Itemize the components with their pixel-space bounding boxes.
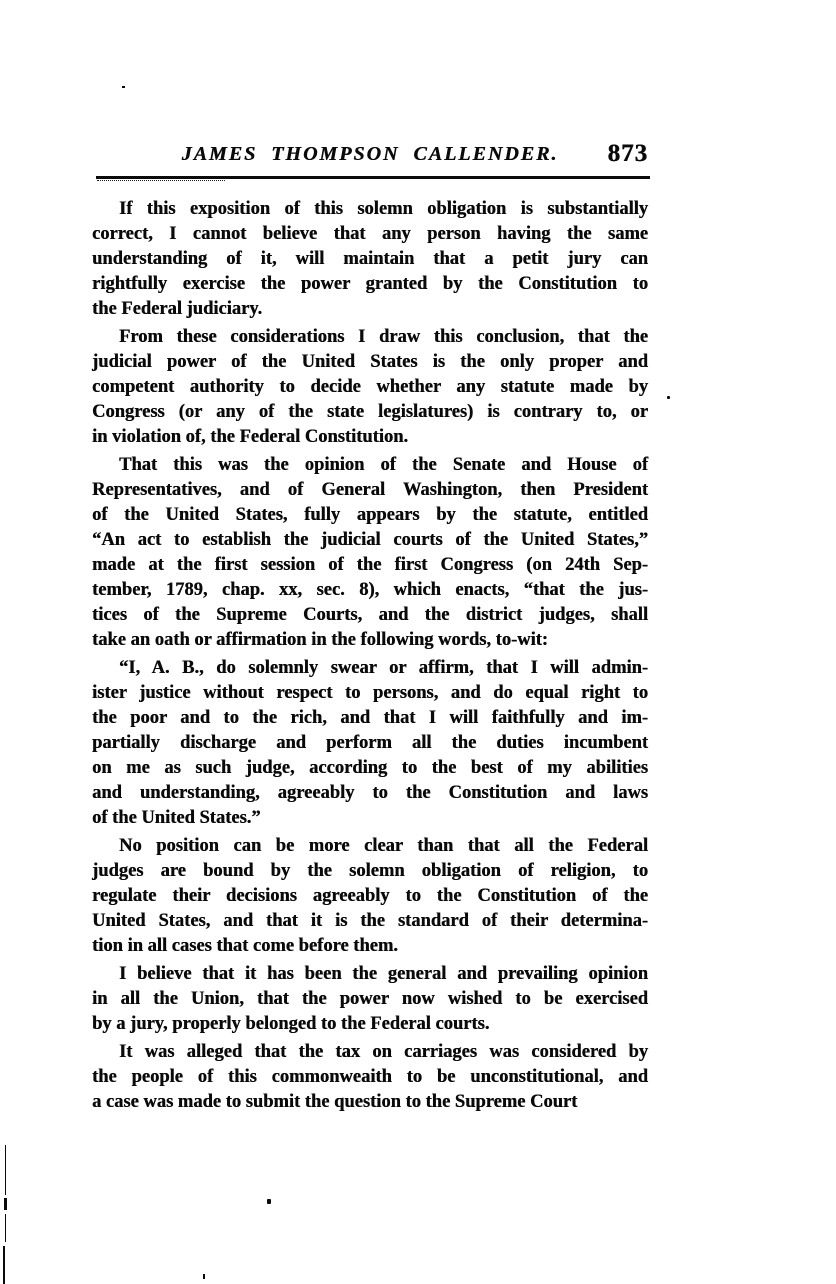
text-line: correct, I cannot believe that any person having the same [92,224,648,244]
scan-artifact-edge-line [5,1145,6,1195]
text-line: Representatives, and of General Washington, then President [92,480,648,500]
scan-artifact-edge-line [5,1214,6,1242]
text-line: tices of the Supreme Courts, and the district judges, shall [92,605,648,625]
scan-artifact-dot [667,396,670,399]
paragraph [92,197,648,322]
page-number: 873 [607,140,648,167]
text-line: No position can be more clear than that all the Federal [119,836,648,856]
running-header-title: JAMES THOMPSON CALLENDER. [181,143,559,165]
page-body [92,197,648,1115]
text-line: understanding of it, will maintain that a petit jury can [92,249,648,269]
text-line: the people of this commonweaith to be unconstitutional, and [92,1067,648,1087]
header-rule [96,176,650,179]
scan-artifact-dot [267,1199,271,1204]
text-line: Congress (or any of the state legislatures) is contrary to, or [92,402,648,422]
text-line: made at the first session of the first Congress (on 24th Sep- [92,555,648,575]
text-line: on me as such judge, according to the best of my abilities [92,758,648,778]
text-line: rightfully exercise the power granted by the Constitution to [92,274,648,294]
text-line: in all the Union, that the power now wished to be exercised [92,989,648,1009]
paragraph [92,1040,648,1115]
text-line: take an oath or affirmation in the following words, to-wit: [92,630,548,650]
text-line: partially discharge and perform all the duties incumbent [92,733,648,753]
text-line: in violation of, the Federal Constitution. [92,427,409,447]
text-line: From these considerations I draw this conclusion, that the [119,327,648,347]
text-line: by a jury, properly belonged to the Federal courts. [92,1014,490,1034]
text-line: the poor and to the rich, and that I will faithfully and im- [92,708,648,728]
text-line: United States, and that it is the standard of their determina- [92,911,648,931]
text-line: of the United States, fully appears by the statute, entitled [92,505,648,525]
paragraph [92,453,648,653]
paragraph [92,962,648,1037]
text-line: competent authority to decide whether any statute made by [92,377,648,397]
header-rule-fuzz [97,180,225,181]
text-line: judges are bound by the solemn obligation of religion, to [92,861,648,881]
paragraph [92,834,648,959]
text-line: That this was the opinion of the Senate and House of [119,455,648,475]
text-line: a case was made to submit the question to the Supreme Court [92,1092,578,1112]
text-line: regulate their decisions agreeably to the Constitution of the [92,886,648,906]
scan-artifact-edge-line [4,1198,7,1210]
text-line: tion in all cases that come before them. [92,936,398,956]
paragraph [92,656,648,831]
text-line: “An act to establish the judicial courts of the United States,” [92,530,648,550]
text-line: If this exposition of this solemn obligation is substantially [119,199,648,219]
text-line: tember, 1789, chap. xx, sec. 8), which enacts, “that the jus- [92,580,648,600]
text-line: of the United States.” [92,808,261,828]
text-line: judicial power of the United States is the only proper and [92,352,648,372]
scan-artifact-dot [203,1274,205,1279]
scan-artifact-dot [122,86,125,88]
text-line: I believe that it has been the general and prevailing opinion [119,964,648,984]
paragraph [92,325,648,450]
text-line: It was alleged that the tax on carriages was considered by [119,1042,648,1062]
scan-artifact-edge-line [3,1246,5,1284]
text-line: the Federal judiciary. [92,299,263,319]
text-line: and understanding, agreeably to the Constitution and laws [92,783,648,803]
text-line: ister justice without respect to persons, and do equal right to [92,683,648,703]
text-line: “I, A. B., do solemnly swear or affirm, that I will admin- [119,658,648,678]
